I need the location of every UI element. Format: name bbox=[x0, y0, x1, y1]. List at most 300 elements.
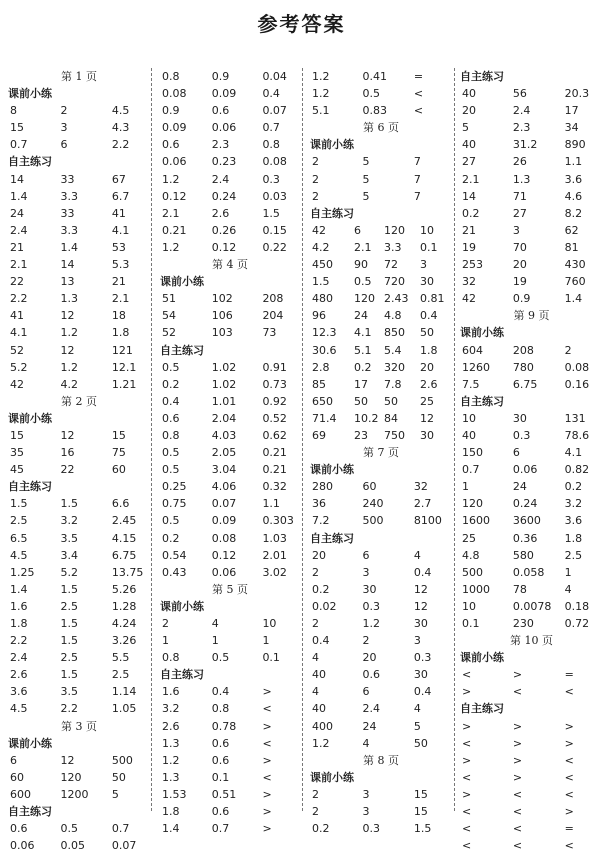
answer-value: 13 bbox=[60, 275, 75, 289]
answer-value: 0.7 bbox=[10, 138, 28, 152]
answer-value: 3.3 bbox=[60, 189, 78, 203]
answer-value: 4.8 bbox=[384, 309, 402, 323]
answer-value: 1.8 bbox=[111, 326, 130, 340]
answer-value: 1.3 bbox=[512, 172, 531, 186]
answer-value: 1.6 bbox=[162, 685, 180, 699]
answer-value: = bbox=[564, 822, 574, 836]
answer-value: 1.3 bbox=[162, 770, 180, 784]
answer-row bbox=[310, 649, 452, 666]
answer-value: > bbox=[564, 805, 574, 819]
answer-value: 2.1 bbox=[354, 240, 372, 254]
answer-value: 3.2 bbox=[564, 497, 583, 511]
answer-value: 1.3 bbox=[162, 736, 180, 750]
answer-row bbox=[460, 222, 603, 239]
answer-value: 50 bbox=[420, 326, 434, 340]
answer-value: 0.24 bbox=[512, 497, 538, 511]
answer-value: 50 bbox=[354, 394, 368, 408]
answer-value: 4 bbox=[312, 685, 319, 699]
answer-value: 0.6 bbox=[211, 805, 230, 819]
answer-value: 1.02 bbox=[211, 360, 237, 374]
answer-value: 3.3 bbox=[60, 223, 78, 237]
answer-value: < bbox=[462, 668, 472, 682]
answer-value: 3 bbox=[413, 634, 421, 648]
section-heading: 自主练习 bbox=[160, 668, 204, 682]
answer-value: 1 bbox=[564, 565, 572, 579]
answer-row bbox=[310, 786, 452, 803]
answer-value: 0.303 bbox=[262, 514, 294, 528]
answer-value: 0.6 bbox=[211, 104, 230, 118]
answer-value: 121 bbox=[111, 343, 133, 357]
answer-row bbox=[310, 683, 452, 700]
answer-value: 3.02 bbox=[262, 565, 287, 579]
answer-row bbox=[8, 273, 150, 290]
answer-value: 0.7 bbox=[111, 822, 130, 836]
page-number-heading: 第 7 页 bbox=[363, 446, 399, 460]
answer-value: 1.1 bbox=[262, 497, 280, 511]
answer-value: 580 bbox=[512, 548, 534, 562]
answer-row bbox=[310, 393, 452, 410]
answer-value: 27 bbox=[512, 206, 527, 220]
answer-value: 2.6 bbox=[162, 719, 180, 733]
answer-value: 6 bbox=[362, 685, 370, 699]
answer-value: 2.2 bbox=[111, 138, 130, 152]
answer-value: 480 bbox=[312, 292, 333, 306]
answer-value: 0.8 bbox=[162, 651, 180, 665]
answer-value: 0.5 bbox=[60, 822, 78, 836]
answer-value: 1.28 bbox=[111, 599, 137, 613]
answer-value: > bbox=[262, 719, 272, 733]
answer-value: 2 bbox=[362, 634, 370, 648]
answer-value: 14 bbox=[462, 189, 476, 203]
answer-value: 12.3 bbox=[312, 326, 337, 340]
answer-value: 0.4 bbox=[312, 634, 330, 648]
page-number-heading: 第 1 页 bbox=[61, 70, 97, 83]
answer-value: 67 bbox=[111, 172, 126, 186]
answer-row bbox=[8, 837, 150, 854]
answer-value: 32 bbox=[462, 275, 476, 289]
answer-value: 0.5 bbox=[211, 651, 230, 665]
answer-value: 15 bbox=[413, 787, 428, 801]
answer-value: 12 bbox=[413, 599, 428, 613]
answer-value: 0.9 bbox=[162, 104, 180, 118]
answer-value: 5 bbox=[462, 121, 469, 135]
answer-value: 0.25 bbox=[162, 480, 187, 494]
answer-value: 4 bbox=[413, 702, 421, 716]
answer-row bbox=[160, 153, 300, 170]
answer-value: 3.4 bbox=[60, 548, 78, 562]
answer-value: 1.1 bbox=[564, 155, 583, 169]
answer-value: 120 bbox=[354, 292, 375, 306]
answer-value: < bbox=[564, 753, 574, 767]
answer-value: 4.5 bbox=[10, 548, 28, 562]
answer-row bbox=[160, 376, 300, 393]
answer-value: 760 bbox=[564, 275, 586, 289]
answer-value: 0.8 bbox=[162, 428, 180, 442]
answer-value: 0.23 bbox=[211, 155, 237, 169]
page-number-heading: 第 10 页 bbox=[510, 634, 553, 648]
answer-row bbox=[460, 803, 603, 820]
section-heading: 课前小练 bbox=[310, 463, 354, 477]
answer-value: 0.02 bbox=[312, 599, 337, 613]
answer-row bbox=[160, 495, 300, 512]
answer-value: 320 bbox=[384, 360, 405, 374]
answer-row bbox=[8, 598, 150, 615]
answer-row bbox=[160, 188, 300, 205]
answer-value: 500 bbox=[111, 753, 133, 767]
answer-value: 0.15 bbox=[262, 223, 287, 237]
answer-value: 1.2 bbox=[162, 240, 180, 254]
answer-row bbox=[8, 632, 150, 649]
answer-value: 0.4 bbox=[420, 309, 438, 323]
answer-value: 73 bbox=[262, 326, 277, 340]
section-heading: 自主练习 bbox=[460, 70, 504, 83]
answer-value: 2.6 bbox=[10, 668, 28, 682]
answer-value: 0.18 bbox=[564, 599, 590, 613]
answer-value: 84 bbox=[384, 411, 398, 425]
answer-value: 1.5 bbox=[262, 206, 280, 220]
answer-row bbox=[460, 427, 603, 444]
answer-value: 21 bbox=[111, 275, 126, 289]
answer-value: 0.09 bbox=[211, 514, 237, 528]
answer-value: 0.43 bbox=[162, 565, 187, 579]
answer-value: 10 bbox=[420, 223, 434, 237]
answer-value: 1.2 bbox=[60, 360, 78, 374]
page-number-heading: 第 4 页 bbox=[212, 258, 248, 272]
page-number-heading: 第 6 页 bbox=[363, 121, 399, 135]
answer-value: 19 bbox=[462, 240, 476, 254]
answer-value: 0.06 bbox=[211, 121, 237, 135]
answer-row bbox=[160, 803, 300, 820]
answer-row bbox=[460, 444, 603, 461]
answer-row bbox=[310, 85, 452, 102]
answer-value: 0.6 bbox=[162, 138, 180, 152]
answer-value: 4.5 bbox=[10, 702, 28, 716]
answer-value: 0.81 bbox=[420, 292, 445, 306]
answer-value: 3 bbox=[362, 565, 370, 579]
answer-value: 400 bbox=[312, 719, 333, 733]
answer-value: 0.2 bbox=[312, 822, 330, 836]
answer-value: 1 bbox=[211, 634, 219, 648]
answer-value: 0.07 bbox=[262, 104, 287, 118]
answer-value: > bbox=[512, 668, 523, 682]
answer-value: 0.4 bbox=[162, 394, 180, 408]
answer-value: 12 bbox=[60, 309, 75, 323]
answer-row bbox=[460, 735, 603, 752]
answer-value: < bbox=[512, 685, 523, 699]
answer-value: 12 bbox=[60, 343, 75, 357]
answer-value: < bbox=[262, 770, 272, 784]
answer-value: 280 bbox=[312, 480, 333, 494]
answer-value: 0.5 bbox=[354, 275, 372, 289]
answer-value: 1.8 bbox=[564, 531, 583, 545]
answer-row bbox=[8, 700, 150, 717]
answer-value: < bbox=[462, 736, 472, 750]
answer-value: 1.3 bbox=[60, 292, 78, 306]
answer-value: 7 bbox=[413, 189, 421, 203]
answer-row bbox=[160, 239, 300, 256]
answer-row bbox=[160, 68, 300, 85]
answer-value: 4.24 bbox=[111, 617, 137, 630]
answer-value: 54 bbox=[162, 309, 176, 323]
answer-row bbox=[310, 820, 452, 837]
answer-value: 53 bbox=[111, 240, 126, 254]
answer-row bbox=[460, 598, 603, 615]
answer-value: 19 bbox=[512, 275, 527, 289]
answer-value: 2.4 bbox=[10, 651, 28, 665]
answer-row bbox=[8, 461, 150, 478]
answer-value: 4 bbox=[413, 548, 421, 562]
answer-row bbox=[310, 273, 452, 290]
answer-value: 2.5 bbox=[60, 599, 78, 613]
answer-row bbox=[8, 119, 150, 136]
answer-value: 0.21 bbox=[262, 446, 287, 460]
answer-value: < bbox=[262, 702, 272, 716]
answer-value: 0.78 bbox=[211, 719, 237, 733]
answer-value: 30 bbox=[413, 668, 428, 682]
answer-value: 2.6 bbox=[420, 377, 438, 391]
answer-value: 4.2 bbox=[60, 377, 78, 391]
section-heading: 课前小练 bbox=[160, 275, 204, 289]
answer-row bbox=[460, 239, 603, 256]
answer-value: 30 bbox=[512, 411, 527, 425]
answer-value: 75 bbox=[111, 446, 126, 460]
answer-value: 31.2 bbox=[512, 138, 538, 152]
answer-row bbox=[460, 752, 603, 769]
answer-value: 1.8 bbox=[10, 617, 28, 630]
answer-value: 0.6 bbox=[211, 736, 230, 750]
answer-row bbox=[460, 359, 603, 376]
answer-row bbox=[310, 171, 452, 188]
answer-value: 2.8 bbox=[312, 360, 330, 374]
answer-row bbox=[310, 342, 452, 359]
answer-value: 42 bbox=[462, 292, 476, 306]
answer-row bbox=[8, 102, 150, 119]
answer-value: 0.2 bbox=[162, 531, 180, 545]
answer-value: 0.22 bbox=[262, 240, 287, 254]
answer-value: 51 bbox=[162, 292, 176, 306]
answer-value: 4 bbox=[312, 651, 319, 665]
answer-value: 0.6 bbox=[162, 411, 180, 425]
answer-row bbox=[8, 615, 150, 632]
answer-value: 0.1 bbox=[211, 770, 230, 784]
answer-row bbox=[460, 530, 603, 547]
answer-value: 131 bbox=[564, 411, 586, 425]
answer-value: 0.4 bbox=[413, 685, 432, 699]
answer-row bbox=[460, 461, 603, 478]
answer-value: 0.2 bbox=[354, 360, 372, 374]
answer-value: < bbox=[512, 787, 523, 801]
answer-row bbox=[8, 342, 150, 359]
answer-value: 32 bbox=[413, 480, 428, 494]
answer-row bbox=[8, 564, 150, 581]
answer-row bbox=[8, 769, 150, 786]
answer-value: 1260 bbox=[462, 360, 490, 374]
answer-row bbox=[8, 683, 150, 700]
answer-value: 2 bbox=[564, 343, 572, 357]
answer-value: 0.07 bbox=[211, 497, 237, 511]
answer-row bbox=[160, 478, 300, 495]
answer-value: 0.05 bbox=[60, 839, 85, 853]
answer-value: 1.4 bbox=[564, 292, 583, 306]
answer-value: 2 bbox=[312, 787, 319, 801]
section-heading: 课前小练 bbox=[310, 770, 354, 784]
answer-value: > bbox=[512, 736, 523, 750]
answer-value: 12 bbox=[420, 411, 434, 425]
answer-value: 15 bbox=[111, 428, 126, 442]
answer-value: > bbox=[262, 753, 272, 767]
answer-value: 70 bbox=[512, 240, 527, 254]
answer-value: 0.4 bbox=[413, 565, 432, 579]
answer-value: 1.5 bbox=[60, 497, 78, 511]
answer-value: 21 bbox=[10, 240, 24, 254]
answer-value: 0.6 bbox=[10, 822, 28, 836]
answer-row bbox=[8, 324, 150, 341]
answer-row bbox=[8, 376, 150, 393]
answer-row bbox=[460, 547, 603, 564]
answer-value: 6 bbox=[10, 753, 17, 767]
column-divider bbox=[302, 68, 303, 811]
answer-row bbox=[460, 205, 603, 222]
answer-value: 0.09 bbox=[211, 87, 237, 101]
answer-value: 3 bbox=[60, 121, 68, 135]
answer-value: 10 bbox=[462, 411, 476, 425]
answer-value: 1.5 bbox=[10, 497, 28, 511]
answer-value: 0.12 bbox=[211, 548, 237, 562]
answer-row bbox=[160, 205, 300, 222]
answer-value: 71.4 bbox=[312, 411, 337, 425]
answer-row bbox=[160, 786, 300, 803]
answer-value: 2 bbox=[312, 805, 319, 819]
section-heading: 自主练习 bbox=[160, 343, 204, 357]
answer-value: 1.2 bbox=[312, 87, 330, 101]
answer-value: 120 bbox=[384, 223, 405, 237]
answer-value: 2.2 bbox=[10, 634, 28, 648]
answer-value: 81 bbox=[564, 240, 579, 254]
answer-value: 62 bbox=[564, 223, 579, 237]
answer-value: 2.45 bbox=[111, 514, 137, 528]
answer-row bbox=[160, 649, 300, 666]
answer-row bbox=[160, 85, 300, 102]
answer-value: 60 bbox=[362, 480, 377, 494]
answer-value: 21 bbox=[462, 223, 476, 237]
answer-row bbox=[460, 495, 603, 512]
answer-value: 4 bbox=[564, 582, 572, 596]
answer-value: 0.5 bbox=[362, 87, 380, 101]
answer-value: 500 bbox=[462, 565, 483, 579]
section-heading: 课前小练 bbox=[460, 651, 504, 665]
answer-value: 85 bbox=[312, 377, 326, 391]
answer-value: = bbox=[413, 70, 424, 83]
answer-value: 5 bbox=[413, 719, 421, 733]
answer-row bbox=[310, 547, 452, 564]
answer-value: 5.2 bbox=[10, 360, 28, 374]
answer-value: 1.5 bbox=[413, 822, 432, 836]
answer-value: 204 bbox=[262, 309, 284, 323]
answer-row bbox=[160, 324, 300, 341]
answer-value: 5.5 bbox=[111, 651, 130, 665]
answer-value: 41 bbox=[111, 206, 126, 220]
answer-row bbox=[460, 410, 603, 427]
answer-value: 5 bbox=[362, 172, 370, 186]
answer-row bbox=[8, 239, 150, 256]
answer-value: 72 bbox=[384, 258, 398, 272]
answer-value: 0.06 bbox=[162, 155, 187, 169]
answer-value: 6 bbox=[512, 446, 520, 460]
column-divider bbox=[151, 68, 152, 811]
answer-value: 1.2 bbox=[162, 753, 180, 767]
answer-row bbox=[310, 564, 452, 581]
answer-value: 8.2 bbox=[564, 206, 583, 220]
answer-row bbox=[310, 102, 452, 119]
answer-value: 15 bbox=[10, 428, 24, 442]
answer-value: 25 bbox=[420, 394, 434, 408]
answer-value: 60 bbox=[10, 770, 24, 784]
answer-value: 1.8 bbox=[162, 805, 180, 819]
answer-row bbox=[8, 359, 150, 376]
answer-row bbox=[8, 512, 150, 529]
answer-row bbox=[310, 410, 452, 427]
answer-value: 3.2 bbox=[162, 702, 180, 716]
answer-value: < bbox=[512, 839, 523, 853]
answer-value: 78 bbox=[512, 582, 527, 596]
answer-row bbox=[310, 68, 452, 85]
answer-value: 120 bbox=[60, 770, 82, 784]
answer-value: 14 bbox=[60, 258, 75, 272]
answer-row bbox=[460, 102, 603, 119]
answer-column-2 bbox=[160, 68, 300, 836]
answer-value: 2 bbox=[312, 155, 319, 169]
answer-row bbox=[8, 530, 150, 547]
answer-value: 0.21 bbox=[262, 463, 287, 477]
answer-value: 20 bbox=[312, 548, 326, 562]
answer-value: 17 bbox=[564, 104, 579, 118]
answer-value: 0.5 bbox=[162, 463, 180, 477]
answer-value: 600 bbox=[10, 787, 31, 801]
answer-value: 4.1 bbox=[111, 223, 130, 237]
answer-value: 3 bbox=[362, 787, 370, 801]
answer-value: 4.8 bbox=[462, 548, 480, 562]
answer-value: < bbox=[564, 839, 574, 853]
answer-value: > bbox=[462, 753, 472, 767]
answer-row bbox=[8, 666, 150, 683]
answer-row bbox=[160, 564, 300, 581]
answer-value: 2.5 bbox=[10, 514, 28, 528]
answer-value: 0.52 bbox=[262, 411, 287, 425]
answer-row bbox=[160, 427, 300, 444]
answer-value: 0.5 bbox=[162, 360, 180, 374]
answer-row bbox=[460, 820, 603, 837]
answer-value: 1.5 bbox=[60, 617, 78, 630]
answer-value: 2 bbox=[60, 104, 68, 118]
answer-row bbox=[310, 478, 452, 495]
answer-value: 0.08 bbox=[564, 360, 590, 374]
answer-value: 7.8 bbox=[384, 377, 402, 391]
answer-value: 40 bbox=[462, 428, 476, 442]
answer-value: < bbox=[564, 685, 574, 699]
answer-value: 40 bbox=[312, 668, 326, 682]
answer-row bbox=[8, 256, 150, 273]
answer-value: 0.9 bbox=[211, 70, 230, 83]
answer-value: 0.2 bbox=[312, 582, 330, 596]
answer-row bbox=[160, 735, 300, 752]
answer-row bbox=[160, 307, 300, 324]
answer-row bbox=[310, 324, 452, 341]
answer-value: 1.25 bbox=[10, 565, 35, 579]
answer-value: 42 bbox=[10, 377, 24, 391]
answer-value: 0.0078 bbox=[512, 599, 552, 613]
answer-value: > bbox=[462, 787, 472, 801]
page-number-heading: 第 9 页 bbox=[513, 309, 550, 323]
